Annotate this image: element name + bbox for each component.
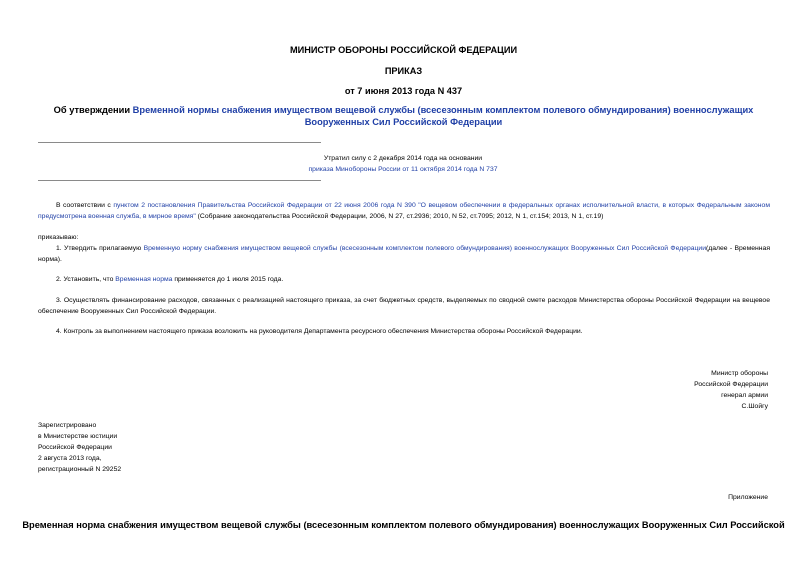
signature-line-2: Российской Федерации xyxy=(694,381,768,388)
appendix-label: Приложение xyxy=(728,494,768,501)
signature-line-4: С.Шойгу xyxy=(741,403,768,410)
item-1 xyxy=(38,243,770,265)
preamble-text-1: В соответствии с xyxy=(56,202,114,209)
item-1-text-a: 1. Утвердить прилагаемую xyxy=(56,245,144,252)
registration-line-5: регистрационный N 29252 xyxy=(38,466,122,473)
document-title xyxy=(30,104,777,128)
signature-line-1: Министр обороны xyxy=(711,370,768,377)
registration-block xyxy=(38,420,238,475)
preamble-link[interactable]: пунктом 2 постановления Правительства Российской Федерации от 22 июня 2006 года N 390 "О вещевом обеспечении в федеральных органах исполнительной власти, в которых Федеральным законом предусмотрена военная служба, в мирное время" xyxy=(38,202,771,220)
item-2-text-b: применяется до 1 июля 2015 года. xyxy=(172,276,284,283)
signature-block xyxy=(560,368,768,412)
item-4: 4. Контроль за выполнением настоящего приказа возложить на руководителя Департамента ресурсного обеспечения Министерства обороны Российской Федерации. xyxy=(56,328,583,335)
item-2-link[interactable]: Временная норма xyxy=(115,276,173,283)
title-prefix: Об утверждении xyxy=(53,105,133,115)
status-bottom-rule xyxy=(38,180,321,181)
registration-line-1: Зарегистрировано xyxy=(38,422,97,429)
order-word: приказываю: xyxy=(38,234,79,241)
title-link[interactable]: Временной нормы снабжения имуществом вещевой службы (всесезонным комплектом полевого обмундирования) военнослужащих Вооруженных Сил Российской Федерации xyxy=(132,105,754,127)
status-note-link[interactable]: приказа Минобороны России от 11 октября 2014 года N 737 xyxy=(308,166,498,173)
item-3: 3. Осуществлять финансирование расходов, связанных с реализацией настоящего приказа, за счет бюджетных средств, выделяемых по сводной смете расходов Министерства обороны Российской Федерации на вещевое обеспечение Вооруженных Сил Российской Федерации. xyxy=(38,297,770,315)
preamble-paragraph xyxy=(38,200,770,222)
registration-line-3: Российской Федерации xyxy=(38,444,112,451)
appendix-title: Временная норма снабжения имуществом вещевой службы (всесезонным комплектом полевого обмундирования) военнослужащих Вооруженных Сил Российской xyxy=(22,520,785,530)
date-number-heading: от 7 июня 2013 года N 437 xyxy=(344,86,463,96)
ministry-heading: МИНИСТР ОБОРОНЫ РОССИЙСКОЙ ФЕДЕРАЦИИ xyxy=(289,45,518,55)
item-1-link[interactable]: Временную норму снабжения имуществом вещевой службы (всесезонным комплектом полевого обмундирования) военнослужащих Вооруженных Сил Российской Федерации xyxy=(143,245,707,252)
item-1-text-b: (далее - Временная норма). xyxy=(38,245,771,263)
status-note-line1: Утратил силу с 2 декабря 2014 года на основании xyxy=(323,155,483,162)
item-2-text-a: 2. Установить, что xyxy=(56,276,116,283)
doc-type-heading: ПРИКАЗ xyxy=(384,66,423,76)
preamble-text-2: (Собрание законодательства Российской Федерации, 2006, N 27, ст.2936; 2010, N 52, ст.7095; 2012, N 1, ст.154; 2013, N 1, ст.19) xyxy=(195,213,604,220)
signature-line-3: генерал армии xyxy=(721,392,768,399)
registration-line-4: 2 августа 2013 года, xyxy=(38,455,102,462)
status-top-rule xyxy=(38,142,321,143)
item-2 xyxy=(38,274,770,285)
registration-line-2: в Министерстве юстиции xyxy=(38,433,118,440)
